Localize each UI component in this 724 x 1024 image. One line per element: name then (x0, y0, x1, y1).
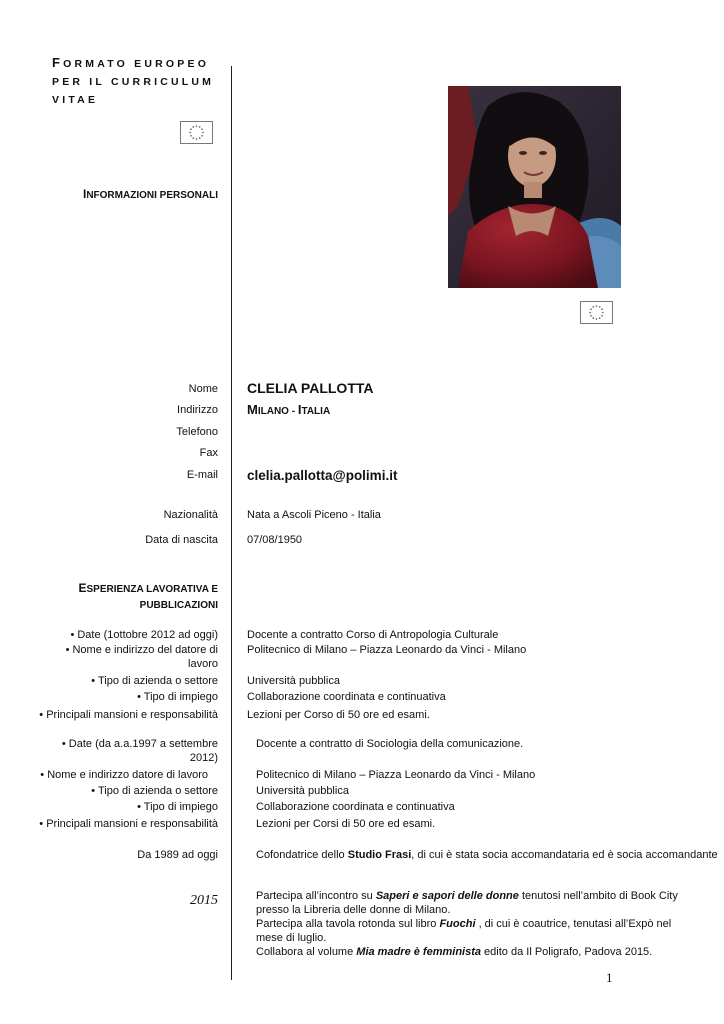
eu-flag-icon (180, 121, 213, 144)
job2-employer-label: • Nome e indirizzo datore di lavoro (40, 769, 208, 781)
email-link[interactable]: clelia.pallotta@polimi.it (247, 468, 398, 483)
job1-sector-label: • Tipo di azienda o settore (91, 675, 218, 687)
job1-type-label: • Tipo di impiego (137, 691, 218, 703)
job3-date-label: Da 1989 ad oggi (137, 849, 218, 861)
job2-duties-label: • Principali mansioni e responsabilità (39, 818, 218, 830)
section-work-experience: ESPERIENZA LAVORATIVA E PUBBLICAZIONI (78, 581, 218, 611)
column-divider (231, 66, 232, 980)
job1-type-value: Collaborazione coordinata e continuativa (247, 691, 446, 703)
email-label: E-mail (186, 469, 218, 481)
eu-flag-icon (580, 301, 613, 324)
job1-employer-label: • Nome e indirizzo del datore di lavoro (65, 644, 218, 670)
job2-employer-value: Politecnico di Milano – Piazza Leonardo da Vinci - Milano (256, 769, 536, 781)
page-number: 1 (606, 970, 613, 985)
job3-value: Cofondatrice dello Studio Frasi, di cui è stata socia accomandataria ed è socia accomandante (256, 849, 718, 861)
job2-date-label: • Date (da a.a.1997 a settembre 2012) (61, 738, 218, 764)
cv-format-title: FORMATO EUROPEO PER IL CURRICULUM VITAE (52, 55, 215, 106)
job1-duties-label: • Principali mansioni e responsabilità (39, 709, 218, 721)
section-personal-info: INFORMAZIONI PERSONALI (82, 187, 218, 201)
entry-mia-madre: Collabora al volume Mia madre è femminista edito da Il Poligrafo, Padova 2015. (256, 946, 653, 958)
fax-label: Fax (199, 447, 218, 459)
nascita-label: Data di nascita (145, 534, 218, 546)
job2-sector-label: • Tipo di azienda o settore (91, 785, 218, 797)
job2-type-value: Collaborazione coordinata e continuativa (256, 801, 455, 813)
profile-photo (448, 86, 621, 288)
nascita-value: 07/08/1950 (247, 534, 303, 546)
job1-date-value: Docente a contratto Corso di Antropologia Culturale (247, 629, 499, 641)
job1-sector-value: Università pubblica (247, 675, 340, 687)
nazionalita-value: Nata a Ascoli Piceno - Italia (247, 509, 381, 521)
nome-label: Nome (188, 383, 218, 395)
job2-sector-value: Università pubblica (256, 785, 349, 797)
indirizzo-value: MILANO - ITALIA (247, 402, 331, 417)
job2-type-label: • Tipo di impiego (137, 801, 218, 813)
job1-employer-value: Politecnico di Milano – Piazza Leonardo da Vinci - Milano (247, 644, 527, 656)
nome-value: CLELIA PALLOTTA (247, 380, 374, 396)
telefono-label: Telefono (176, 426, 218, 438)
entry-fuochi: Partecipa alla tavola rotonda sul libro Fuochi , di cui è coautrice, tenutasi all’Expò nel mese di luglio. (256, 918, 672, 944)
job2-duties-value: Lezioni per Corsi di 50 ore ed esami. (256, 818, 436, 830)
job1-date-label: • Date (1ottobre 2012 ad oggi) (70, 629, 218, 641)
job1-duties-value: Lezioni per Corso di 50 ore ed esami. (247, 709, 430, 721)
indirizzo-label: Indirizzo (177, 404, 218, 416)
year-2015-label: 2015 (190, 893, 218, 908)
year-2015-entries (256, 889, 686, 959)
job2-date-value: Docente a contratto di Sociologia della comunicazione. (256, 738, 524, 750)
nazionalita-label: Nazionalità (163, 509, 218, 521)
entry-bookcity: Partecipa all’incontro su Saperi e sapori delle donne tenutosi nell’ambito di Book City presso la Libreria delle donne di Milano. (256, 890, 678, 916)
